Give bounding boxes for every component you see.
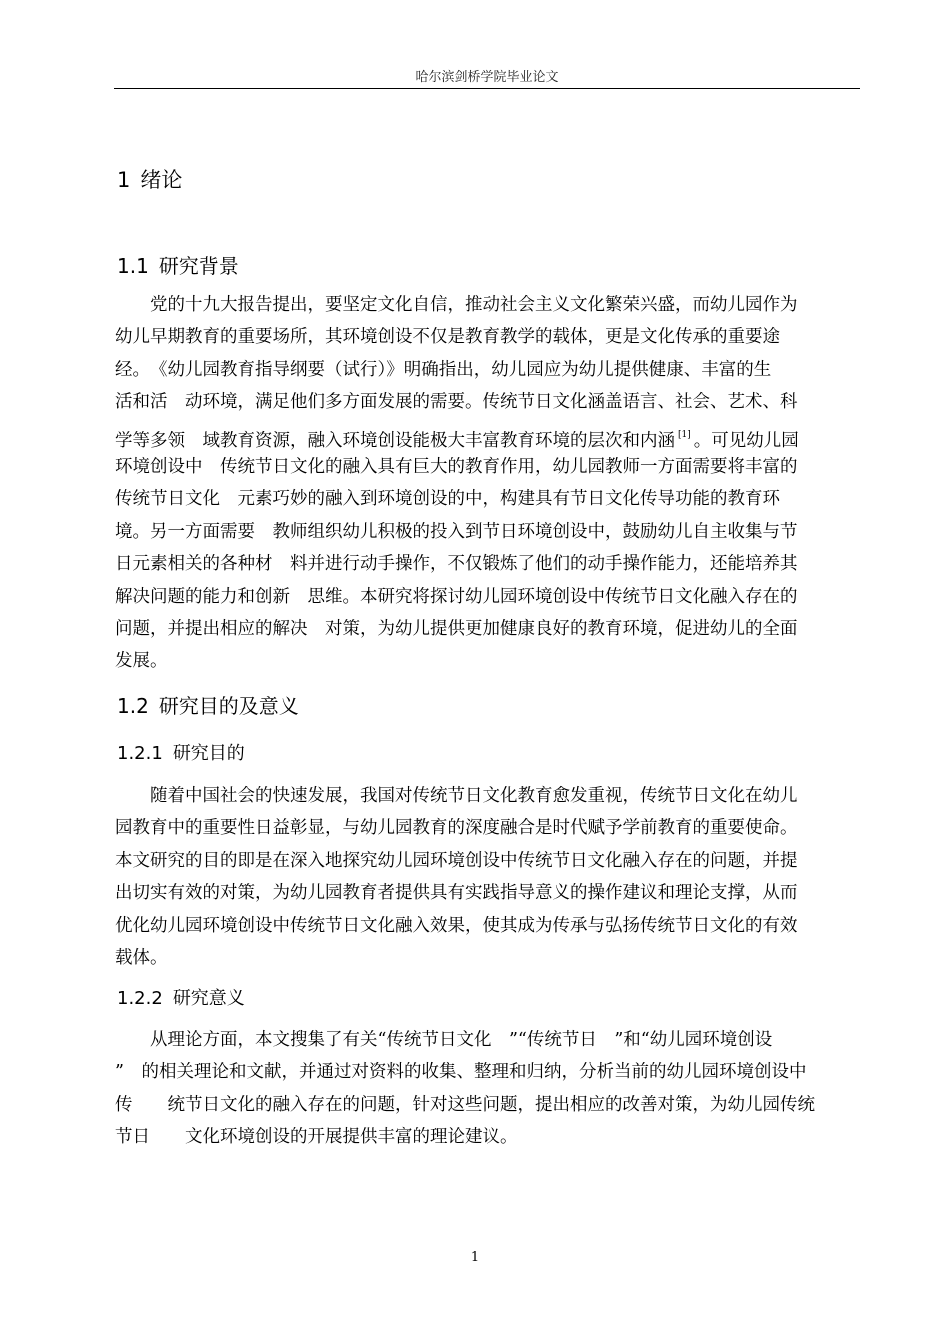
subsection-number: 1.2.1	[117, 743, 163, 764]
text-line: 活和活 动环境，满足他们多方面发展的需要。传统节日文化涵盖语言、社会、艺术、科	[115, 392, 798, 413]
paragraph-significance	[115, 1024, 875, 1154]
subsection-number: 1.2.2	[117, 988, 163, 1009]
subsection-title: 研究意义	[172, 988, 245, 1009]
text-line: 本文研究的目的即是在深入地探究幼儿园环境创设中传统节日文化融入存在的问题，并提	[115, 850, 798, 871]
text-line: ” 的相关理论和文献，并通过对资料的收集、整理和归纳，分析当前的幼儿园环境创设中	[115, 1062, 807, 1083]
page-header: 哈尔滨剑桥学院毕业论文	[415, 70, 559, 85]
text-line: 发展。	[115, 651, 168, 672]
section-title: 研究目的及意义	[158, 694, 299, 718]
text-line-with-citation	[115, 419, 875, 451]
header-divider	[114, 88, 860, 89]
text-line: 园教育中的重要性日益彰显，与幼儿园教育的深度融合是时代赋予学前教育的重要使命。	[115, 818, 798, 839]
section-number: 1.1	[117, 254, 149, 278]
text-line: 环境创设中 传统节日文化的融入具有巨大的教育作用，幼儿园教师一方面需要将丰富的	[115, 456, 798, 477]
text-line: 优化幼儿园环境创设中传统节日文化融入效果，使其成为传承与弘扬传统节日文化的有效	[115, 915, 798, 936]
section-title: 研究背景	[158, 254, 239, 278]
text-line: 从理论方面，本文搜集了有关“传统节日文化 ”“传统节日 ”和“幼儿园环境创设	[115, 1030, 773, 1050]
text-line: 解决问题的能力和创新 思维。本研究将探讨幼儿园环境创设中传统节日文化融入存在的	[115, 586, 798, 607]
text-line: 日元素相关的各种材 料并进行动手操作，不仅锻炼了他们的动手操作能力，还能培养其	[115, 554, 798, 575]
text-line: 传 统节日文化的融入存在的问题，针对这些问题，提出相应的改善对策，为幼儿园传统	[115, 1094, 815, 1115]
section-number: 1.2	[117, 694, 149, 718]
text-line: 党的十九大报告提出，要坚定文化自信，推动社会主义文化繁荣兴盛，而幼儿园作为	[115, 295, 798, 315]
text-line: 节日 文化环境创设的开展提供丰富的理论建议。	[115, 1127, 518, 1148]
subsection-title: 研究目的	[172, 743, 245, 764]
text-line: 经。 《幼儿园教育指导纲要（试行）》明确指出，幼儿园应为幼儿提供健康、丰富的生	[115, 359, 772, 380]
text-line: 境。另一方面需要 教师组织幼儿积极的投入到节日环境创设中，鼓励幼儿自主收集与节	[115, 521, 798, 542]
text-line: 随着中国社会的快速发展，我国对传统节日文化教育愈发重视，传统节日文化在幼儿	[115, 786, 798, 806]
paragraph-background	[115, 289, 875, 678]
text-line: 幼儿早期教育的重要场所，其环境创设不仅是教育教学的载体，更是文化传承的重要途	[115, 327, 780, 348]
subsection-heading-significance	[117, 984, 245, 1010]
text-line: 出切实有效的对策，为幼儿园教育者提供具有实践指导意义的操作建议和理论支撑，从而	[115, 883, 798, 904]
text-segment: 。可见幼儿园	[693, 430, 799, 451]
text-line: 传统节日文化 元素巧妙的融入到环境创设的中，构建具有节日文化传导功能的教育环	[115, 489, 780, 510]
section-heading-background	[117, 250, 239, 279]
chapter-number: 1	[117, 168, 131, 192]
text-line: 问题，并提出相应的解决 对策，为幼儿提供更加健康良好的教育环境，促进幼儿的全面	[115, 618, 798, 639]
text-line: 载体。	[115, 947, 168, 968]
section-heading-purpose-significance	[117, 690, 299, 719]
chapter-title: 绪论	[140, 168, 183, 192]
subsection-heading-purpose	[117, 739, 245, 765]
text-segment: 学等多领 域教育资源，融入环境创设能极大丰富教育环境的层次和内涵	[115, 430, 675, 451]
paragraph-purpose	[115, 780, 875, 974]
page-number: 1	[470, 1250, 480, 1265]
chapter-heading	[117, 164, 182, 194]
citation-reference: [1]	[678, 429, 691, 440]
